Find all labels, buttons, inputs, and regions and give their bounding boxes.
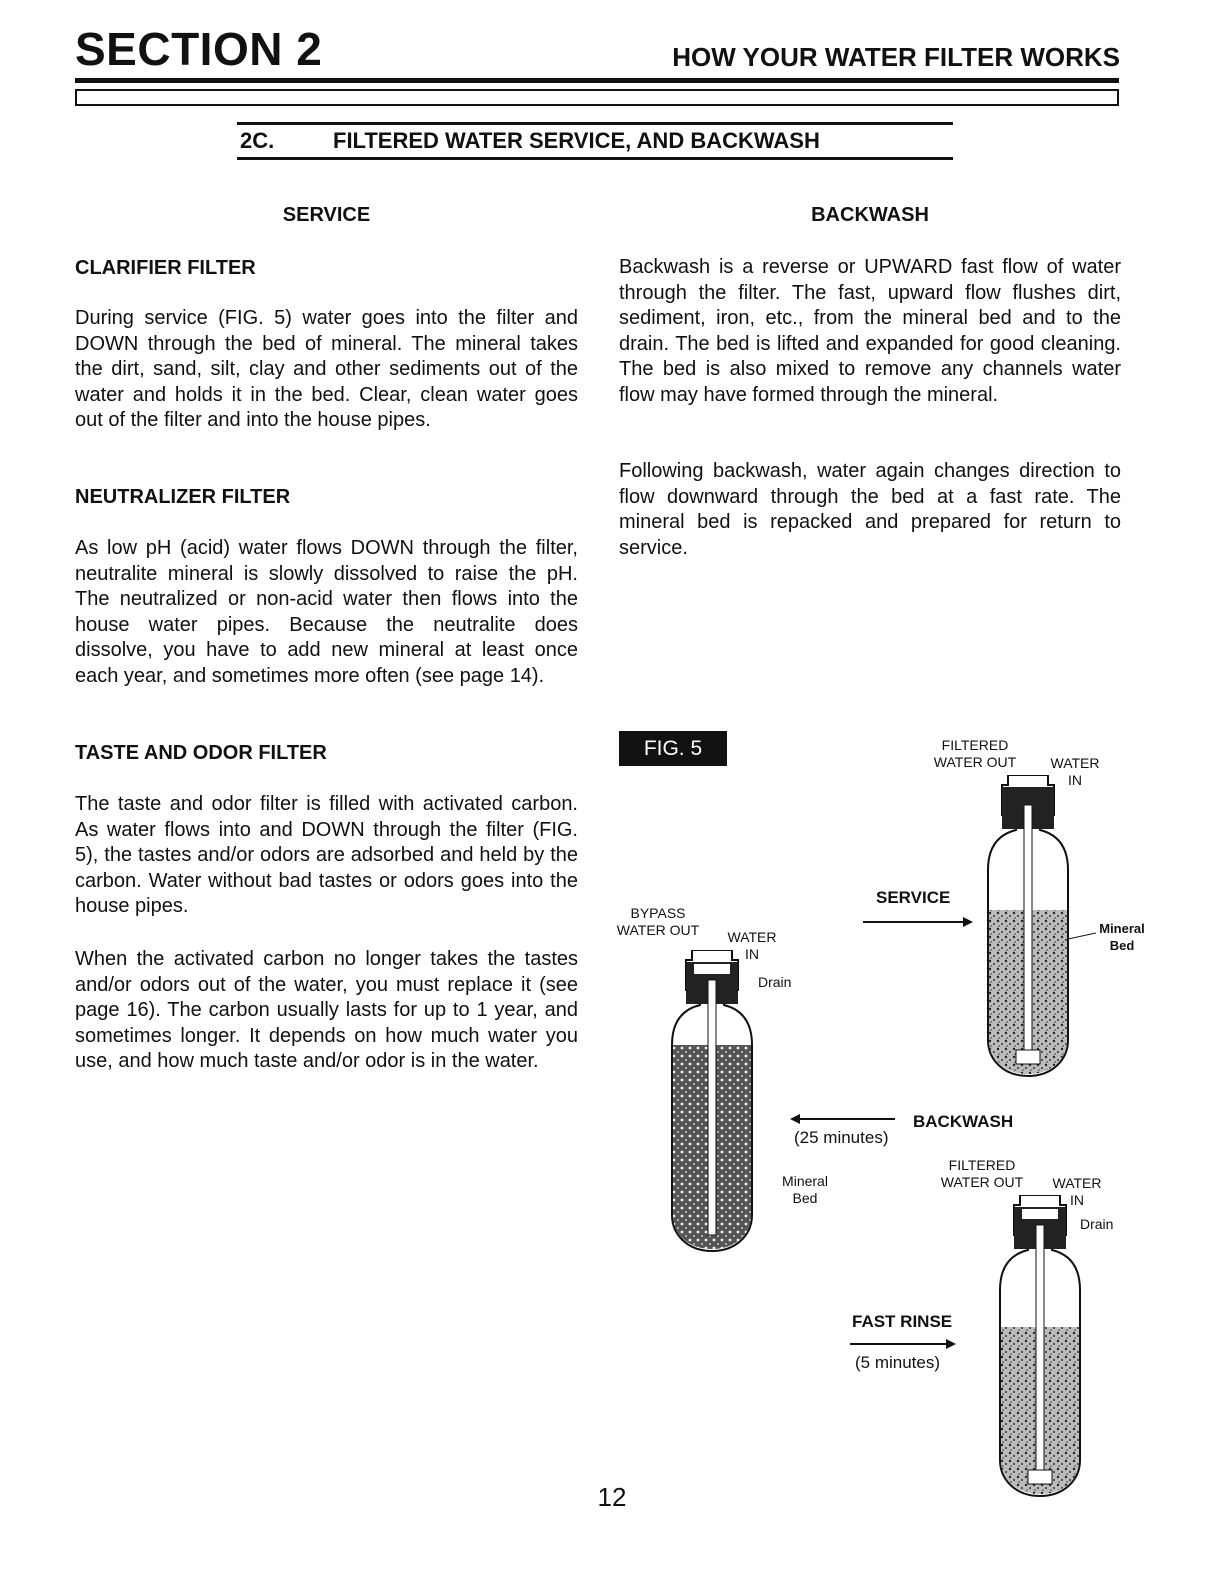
section-number: SECTION 2 [75, 23, 323, 75]
rinse-out-label: FILTERED WATER OUT [940, 1157, 1024, 1190]
service-tank-diagram [980, 775, 1075, 1080]
subheading [237, 122, 953, 160]
rinse-time: (5 minutes) [855, 1353, 941, 1372]
service-heading: SERVICE [282, 204, 371, 226]
taste-heading: TASTE AND ODOR FILTER [75, 742, 327, 764]
header-rule-box [75, 89, 1119, 106]
figure-label: FIG. 5 [619, 731, 727, 766]
backwash-time: (25 minutes) [794, 1128, 889, 1147]
backwash-arrow-icon [790, 1112, 895, 1126]
service-bed-label: Mineral Bed [1099, 921, 1145, 953]
backwash-text-1: Backwash is a reverse or UPWARD fast flow of water through the filter. The fast, upward flow flushes dirt, sediment, iron, etc., from the mineral bed and to the drain. The bed is lifted and expanded for good cleaning. The bed is also mixed to remove any channels water flow may have formed through the mineral. [619, 256, 1121, 406]
backwash-heading: BACKWASH [811, 204, 929, 226]
backwash-tank-diagram [664, 950, 759, 1255]
header-rule [75, 78, 1119, 83]
backwash-bed-label: Mineral Bed [782, 1173, 828, 1206]
pointer-icon [1068, 930, 1096, 942]
rinse-arrow-icon [850, 1337, 956, 1351]
rinse-drain-label: Drain [1080, 1216, 1114, 1232]
neutralizer-heading: NEUTRALIZER FILTER [75, 486, 291, 508]
service-arrow-icon [863, 915, 973, 929]
neutralizer-text: As low pH (acid) water flows DOWN through the filter, neutralite mineral is slowly dissolved to raise the pH. The neutralized or non-acid water then flows into the house water pipes. Because the neutralite does dissolve, you have to add new mineral at least once each year, and sometimes more often (see page 14). [75, 537, 578, 687]
subheading-number: 2C. [240, 128, 275, 153]
taste-text-1: The taste and odor filter is filled with activated carbon. As water flows into and DOWN through the filter (FIG. 5), the tastes and/or odors are adsorbed and held by the carbon. Water without bad tastes or odors goes into the house pipes. [75, 793, 578, 918]
backwash-drain-label: Drain [758, 974, 792, 990]
subheading-title: FILTERED WATER SERVICE, AND BACKWASH [333, 128, 820, 153]
clarifier-text: During service (FIG. 5) water goes into the filter and DOWN through the bed of mineral. The mineral takes the dirt, sand, silt, clay and other sediments out of the water and holds it in the bed. Clear, clean water goes out of the filter and into the house pipes. [75, 307, 578, 432]
rinse-step-label: FAST RINSE [852, 1312, 953, 1331]
backwash-text-2: Following backwash, water again changes direction to flow downward through the bed at a fast rate. The mineral bed is repacked and prepared for return to service. [619, 460, 1121, 559]
backwash-step-label: BACKWASH [913, 1112, 1014, 1131]
clarifier-heading: CLARIFIER FILTER [75, 257, 256, 279]
rinse-tank-diagram [992, 1195, 1087, 1500]
service-out-label: FILTERED WATER OUT [933, 737, 1017, 770]
backwash-in-label: WATER IN [727, 929, 777, 962]
rinse-in-label: WATER IN [1052, 1175, 1102, 1208]
section-title: HOW YOUR WATER FILTER WORKS [672, 42, 1120, 72]
page-number: 12 [597, 1482, 627, 1512]
service-step-label: SERVICE [876, 888, 951, 907]
backwash-out-label: BYPASS WATER OUT [616, 905, 700, 938]
taste-text-2: When the activated carbon no longer takes the tastes and/or odors out of the water, you must replace it (see page 16). The carbon usually lasts for up to 1 year, and sometimes longer. It depends on how much water you use, and how much taste and/or odor is in the water. [75, 948, 578, 1073]
service-in-label: WATER IN [1050, 755, 1100, 788]
